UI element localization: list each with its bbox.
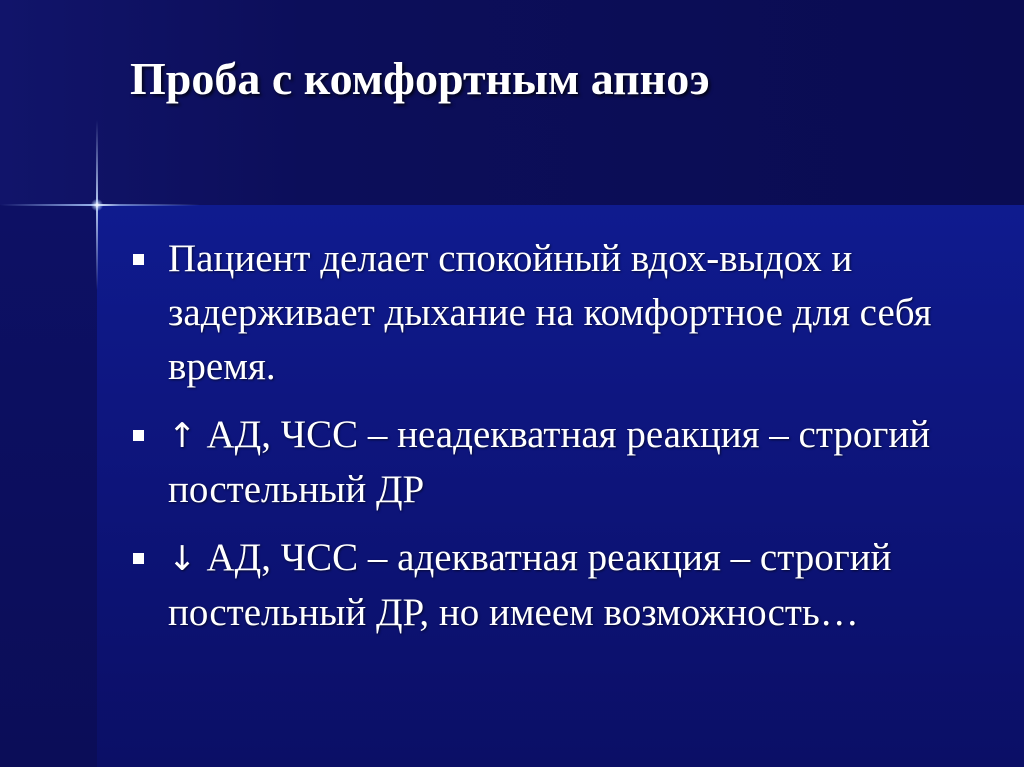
sparkle-core-icon [91, 199, 103, 211]
bullet-item [130, 232, 960, 394]
left-strip [0, 205, 97, 767]
bullet-item [130, 408, 960, 517]
square-bullet-icon [133, 430, 144, 441]
bullet-text: АД, ЧСС – неадекватная реакция – строгий постельный ДР [168, 413, 931, 511]
bullet-text: Пациент делает спокойный вдох-выдох и задерживает дыхание на комфортное для себя время. [168, 237, 932, 388]
slide-title: Проба с комфортным апноэ [130, 53, 710, 104]
bullet-item [130, 531, 960, 640]
up-arrow-icon: ↑ [168, 416, 197, 456]
square-bullet-icon [133, 553, 144, 564]
bullet-list [130, 232, 960, 654]
bullet-text: АД, ЧСС – адекватная реакция – строгий постельный ДР, но имеем возможность… [168, 536, 892, 634]
down-arrow-icon: ↓ [168, 539, 197, 579]
square-bullet-icon [133, 254, 144, 265]
